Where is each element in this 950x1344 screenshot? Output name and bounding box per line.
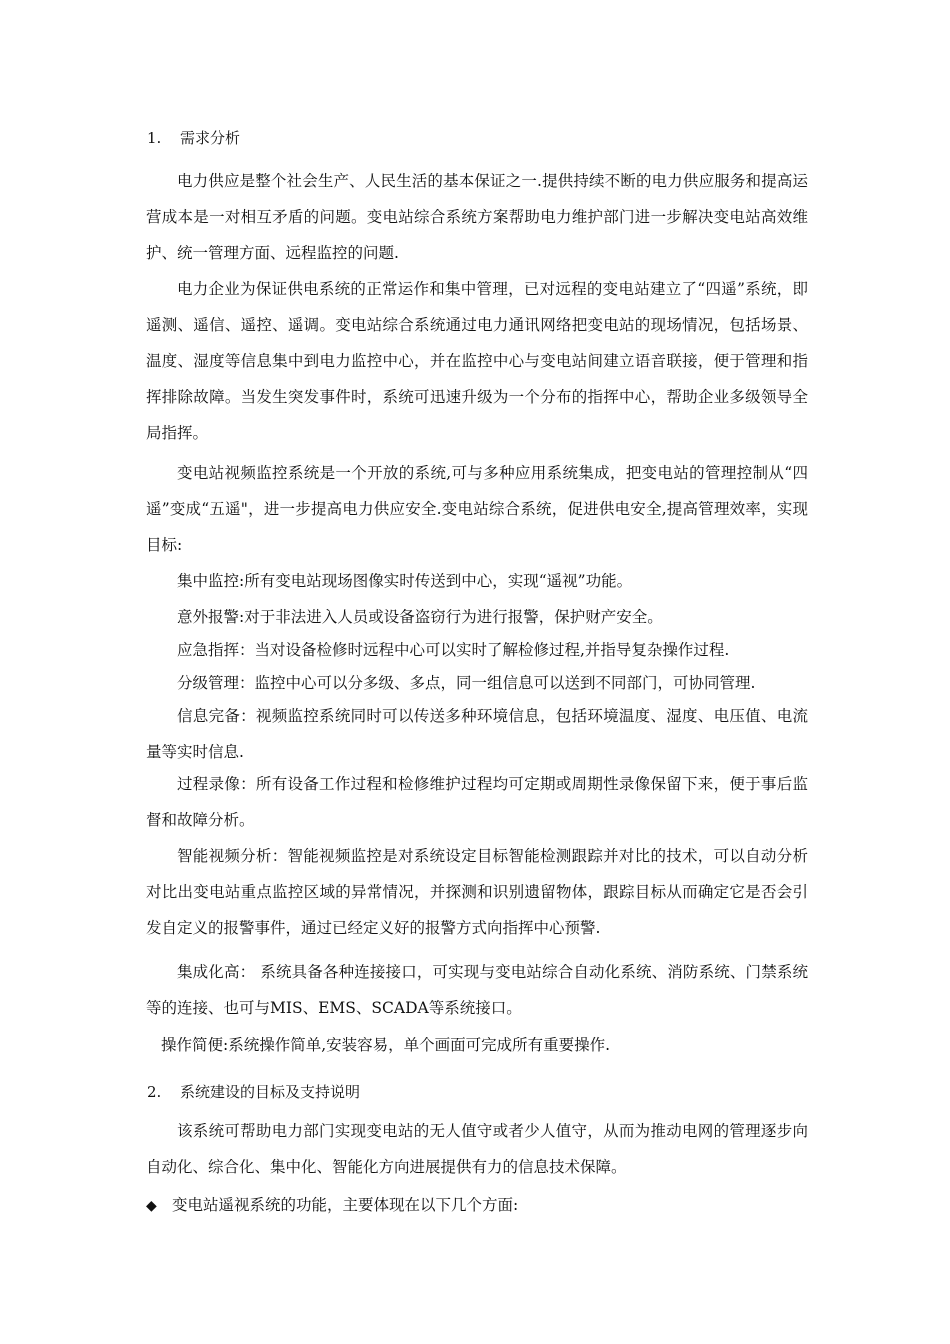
section-2-heading — [147, 1082, 360, 1102]
paragraph-intelligent-analysis: 智能视频分析：智能视频监控是对系统设定目标智能检测跟踪并对比的技术，可以自动分析对比出变电站重点监控区域的异常情况，并探测和识别遗留物体，跟踪目标从而确定它是否会引发自定义的报警事件，通过已经定义好的报警方式向指挥中心预警. — [146, 847, 808, 937]
paragraph-recording: 过程录像：所有设备工作过程和检修维护过程均可定期或周期性录像保留下来，便于事后监督和故障分析。 — [146, 775, 808, 829]
paragraph-alarm: 意外报警:对于非法进入人员或设备盗窃行为进行报警，保护财产安全。 — [177, 608, 663, 626]
paragraph-information: 信息完备：视频监控系统同时可以传送多种环境信息，包括环境温度、湿度、电压值、电流量等实时信息. — [146, 707, 808, 761]
paragraph-tiered-management: 分级管理：监控中心可以分多级、多点，同一组信息可以送到不同部门，可协同管理. — [177, 674, 756, 692]
paragraph-four-remote: 电力企业为保证供电系统的正常运作和集中管理，已对远程的变电站建立了“四遥”系统，即遥测、遥信、遥控、遥调。变电站综合系统通过电力通讯网络把变电站的现场情况，包括场景、温度、湿度等信息集中到电力监控中心，并在监控中心与变电站间建立语音联接，便于管理和指挥排除故障。当发生突发事件时，系统可迅速升级为一个分布的指挥中心，帮助企业多级领导全局指挥。 — [146, 280, 808, 442]
paragraph-easy-operation: 操作简便:系统操作简单,安装容易，单个画面可完成所有重要操作. — [161, 1036, 611, 1054]
diamond-bullet-icon: ◆ — [146, 1198, 157, 1214]
paragraph-integration: 集成化高： 系统具备各种连接接口，可实现与变电站综合自动化系统、消防系统、门禁系统等的连接、也可与MIS、EMS、SCADA等系统接口。 — [146, 963, 808, 1017]
paragraph-centralized-monitoring: 集中监控:所有变电站现场图像实时传送到中心，实现“遥视”功能。 — [177, 572, 633, 590]
bullet-item — [146, 1195, 518, 1216]
section-1-title: 需求分析 — [180, 129, 241, 147]
bullet-text: 变电站遥视系统的功能，主要体现在以下几个方面: — [172, 1196, 519, 1214]
section-2-number: 2. — [147, 1083, 162, 1101]
section-1-number: 1. — [147, 129, 162, 147]
paragraph-video-monitoring: 变电站视频监控系统是一个开放的系统,可与多种应用系统集成，把变电站的管理控制从“四遥”变成“五遥"，进一步提高电力供应安全.变电站综合系统，促进供电安全,提高管理效率，实现目标: — [146, 464, 808, 554]
paragraph-intro: 电力供应是整个社会生产、人民生活的基本保证之一.提供持续不断的电力供应服务和提高运营成本是一对相互矛盾的问题。变电站综合系统方案帮助电力维护部门进一步解决变电站高效维护、统一管理方面、远程监控的问题. — [146, 172, 808, 262]
section-2-title: 系统建设的目标及支持说明 — [180, 1083, 361, 1101]
section-1-heading — [147, 128, 240, 148]
paragraph-system-goal: 该系统可帮助电力部门实现变电站的无人值守或者少人值守，从而为推动电网的管理逐步向自动化、综合化、集中化、智能化方向进展提供有力的信息技术保障。 — [146, 1122, 808, 1176]
paragraph-emergency-command: 应急指挥：当对设备检修时远程中心可以实时了解检修过程,并指导复杂操作过程. — [177, 641, 730, 659]
